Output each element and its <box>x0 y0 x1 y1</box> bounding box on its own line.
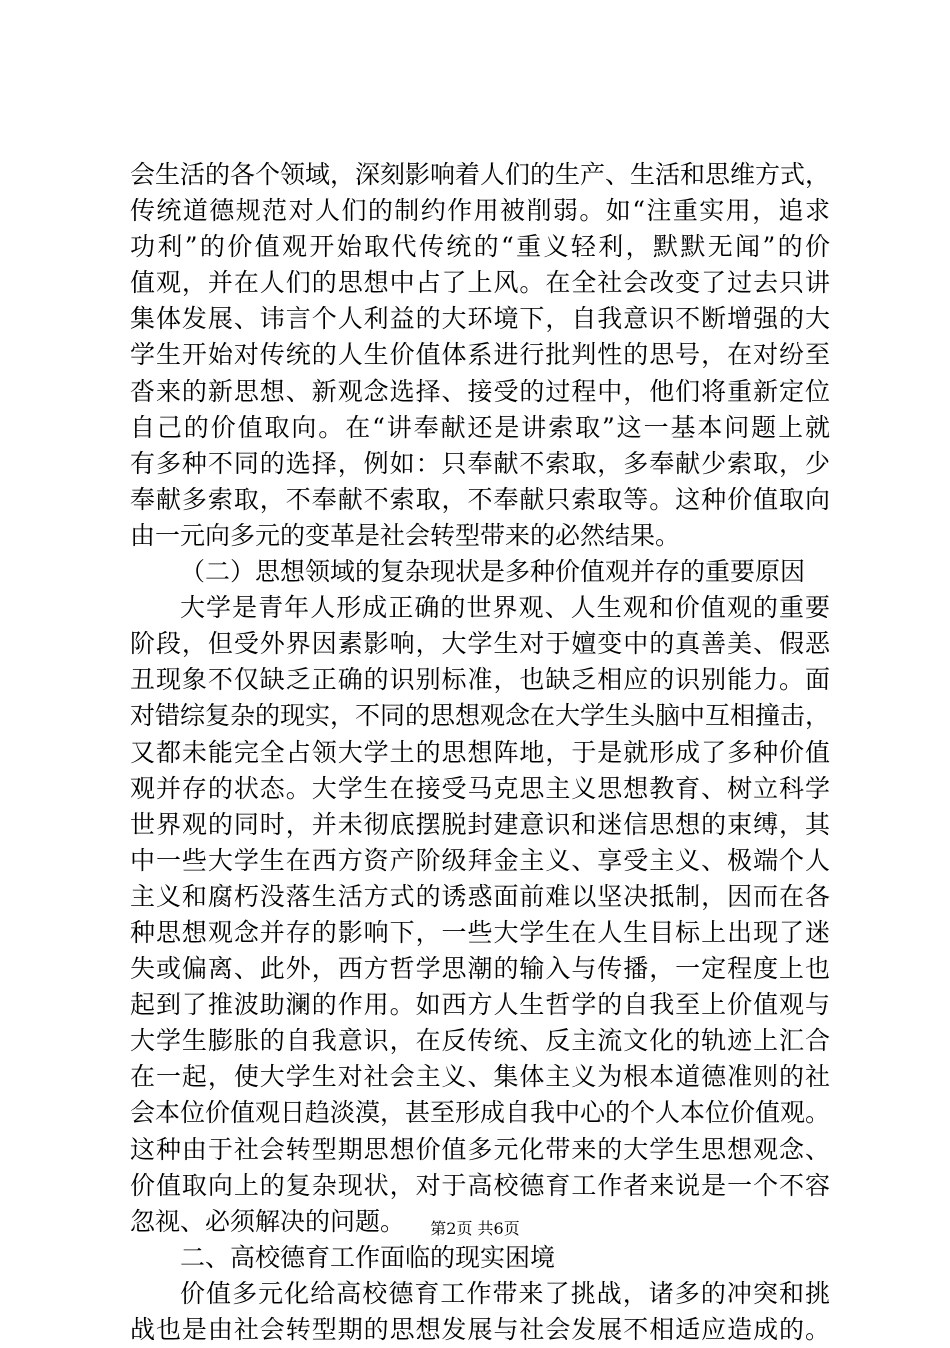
text-line: 阶段，但受外界因素影响，大学生对于嬗变中的真善美、假恶 <box>130 629 830 659</box>
text-line: 奉献多索取，不奉献不索取，不奉献只索取等。这种价值取向 <box>130 484 830 514</box>
text-line: 失或偏离、此外，西方哲学思潮的输入与传播，一定程度上也 <box>130 954 830 984</box>
text-line: 价值多元化给高校德育工作带来了挑战，诸多的冲突和挑 <box>180 1278 830 1308</box>
text-line: 传统道德规范对人们的制约作用被削弱。如“注重实用，追求 <box>130 196 830 226</box>
text-line: 观并存的状态。大学生在接受马克思主义思想教育、树立科学 <box>130 773 830 803</box>
text-line: 功利”的价值观开始取代传统的“重义轻利，默默无闻”的价 <box>130 232 830 262</box>
text-line: 这种由于社会转型期思想价值多元化带来的大学生思想观念、 <box>130 1134 830 1164</box>
page-number-footer: 第2页 共6页 <box>430 1219 520 1238</box>
text-line: 沓来的新思想、新观念选择、接受的过程中，他们将重新定位 <box>130 376 830 406</box>
text-line: 会生活的各个领域，深刻影响着人们的生产、生活和思维方式， <box>130 160 831 189</box>
text-line: 值观，并在人们的思想中占了上风。在全社会改变了过去只讲 <box>130 268 830 298</box>
text-line: 起到了推波助澜的作用。如西方人生哲学的自我至上价值观与 <box>130 990 830 1020</box>
text-line: 战也是由社会转型期的思想发展与社会发展不相适应造成的。 <box>130 1315 830 1344</box>
section-heading: （二）思想领域的复杂现状是多种价值观并存的重要原因 <box>180 557 806 587</box>
section-heading: 二、高校德育工作面临的现实困境 <box>180 1242 556 1272</box>
body-text <box>130 157 830 1348</box>
text-line: 种思想观念并存的影响下，一些大学生在人生目标上出现了迷 <box>130 917 830 947</box>
text-line: 主义和腐朽没落生活方式的诱惑面前难以坚决抵制，因而在各 <box>130 881 830 911</box>
text-line: 对错综复杂的现实，不同的思想观念在大学生头脑中互相撞击， <box>130 701 831 731</box>
text-line: 会本位价值观日趋淡漠，甚至形成自我中心的个人本位价值观。 <box>130 1098 831 1128</box>
text-line: 由一元向多元的变革是社会转型带来的必然结果。 <box>130 520 681 550</box>
text-line: 有多种不同的选择，例如：只奉献不索取，多奉献少索取，少 <box>130 448 830 478</box>
text-line: 忽视、必须解决的问题。 <box>130 1206 406 1236</box>
text-line: 学生开始对传统的人生价值体系进行批判性的思号，在对纷至 <box>130 340 830 370</box>
text-line: 又都未能完全占领大学土的思想阵地，于是就形成了多种价值 <box>130 737 830 767</box>
text-line: 大学生膨胀的自我意识，在反传统、反主流文化的轨迹上汇合 <box>130 1026 830 1056</box>
text-line: 世界观的同时，并未彻底摆脱封建意识和迷信思想的束缚，其 <box>130 809 830 839</box>
text-line: 集体发展、讳言个人利益的大环境下，自我意识不断增强的大 <box>130 304 830 334</box>
text-line: 在一起，使大学生对社会主义、集体主义为根本道德准则的社 <box>130 1062 830 1092</box>
text-line: 自己的价值取向。在“讲奉献还是讲索取”这一基本问题上就 <box>130 412 830 442</box>
text-line: 中一些大学生在西方资产阶级拜金主义、享受主义、极端个人 <box>130 845 830 875</box>
text-line: 大学是青年人形成正确的世界观、人生观和价值观的重要 <box>180 593 830 623</box>
text-line: 价值取向上的复杂现状，对于高校德育工作者来说是一个不容 <box>130 1170 830 1200</box>
text-line: 丑现象不仅缺乏正确的识别标准，也缺乏相应的识别能力。面 <box>130 665 830 695</box>
